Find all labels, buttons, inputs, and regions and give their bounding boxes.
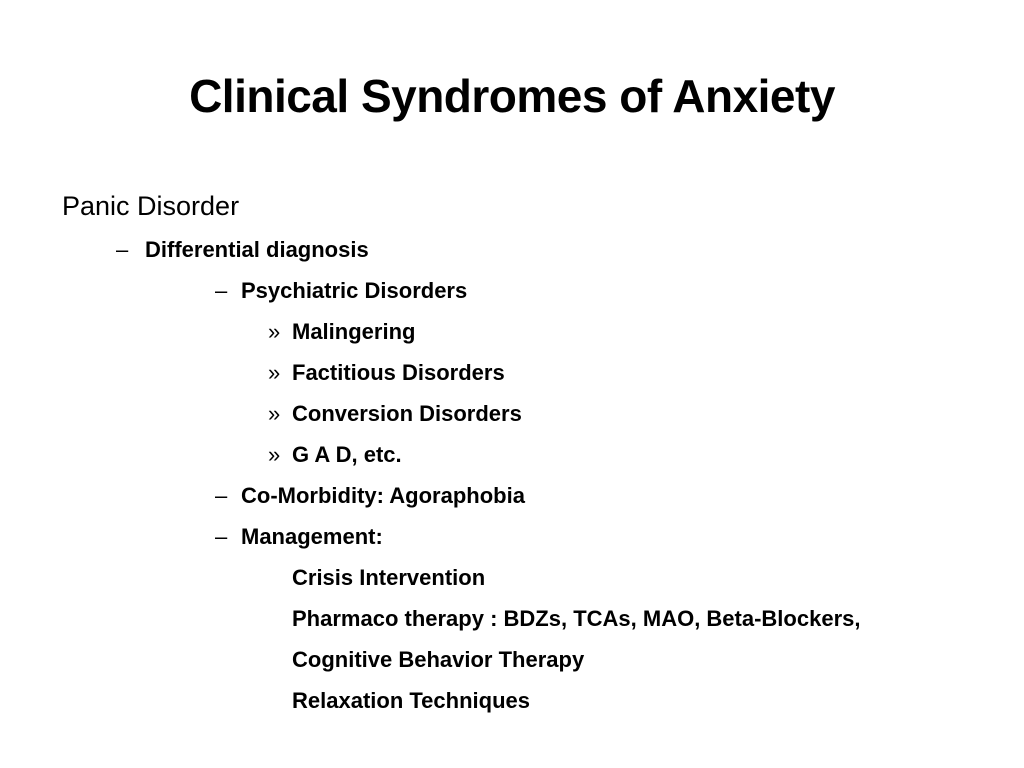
item-cognitive-behavior-therapy: Cognitive Behavior Therapy bbox=[292, 647, 585, 672]
item-pharmaco-therapy: Pharmaco therapy : BDZs, TCAs, MAO, Beta-Blockers, bbox=[292, 606, 861, 631]
item-malingering: Malingering bbox=[292, 319, 416, 344]
guillemet-bullet: » bbox=[268, 401, 281, 426]
item-relaxation-techniques: Relaxation Techniques bbox=[292, 688, 530, 713]
item-co-morbidity: Co-Morbidity: Agoraphobia bbox=[241, 483, 525, 508]
guillemet-bullet: » bbox=[268, 319, 281, 344]
heading-panic-disorder: Panic Disorder bbox=[62, 191, 240, 221]
dash-bullet: – bbox=[215, 524, 228, 549]
dash-bullet: – bbox=[215, 483, 228, 508]
item-conversion-disorders: Conversion Disorders bbox=[292, 401, 522, 426]
guillemet-bullet: » bbox=[268, 442, 281, 467]
item-management: Management: bbox=[241, 524, 383, 549]
dash-bullet: – bbox=[215, 278, 228, 303]
item-gad-etc: G A D, etc. bbox=[292, 442, 402, 467]
guillemet-bullet: » bbox=[268, 360, 281, 385]
item-crisis-intervention: Crisis Intervention bbox=[292, 565, 486, 590]
dash-bullet: – bbox=[116, 237, 129, 262]
item-differential-diagnosis: Differential diagnosis bbox=[145, 237, 369, 262]
item-factitious-disorders: Factitious Disorders bbox=[292, 360, 505, 385]
item-psychiatric-disorders: Psychiatric Disorders bbox=[241, 278, 468, 303]
slide-title: Clinical Syndromes of Anxiety bbox=[189, 70, 835, 122]
